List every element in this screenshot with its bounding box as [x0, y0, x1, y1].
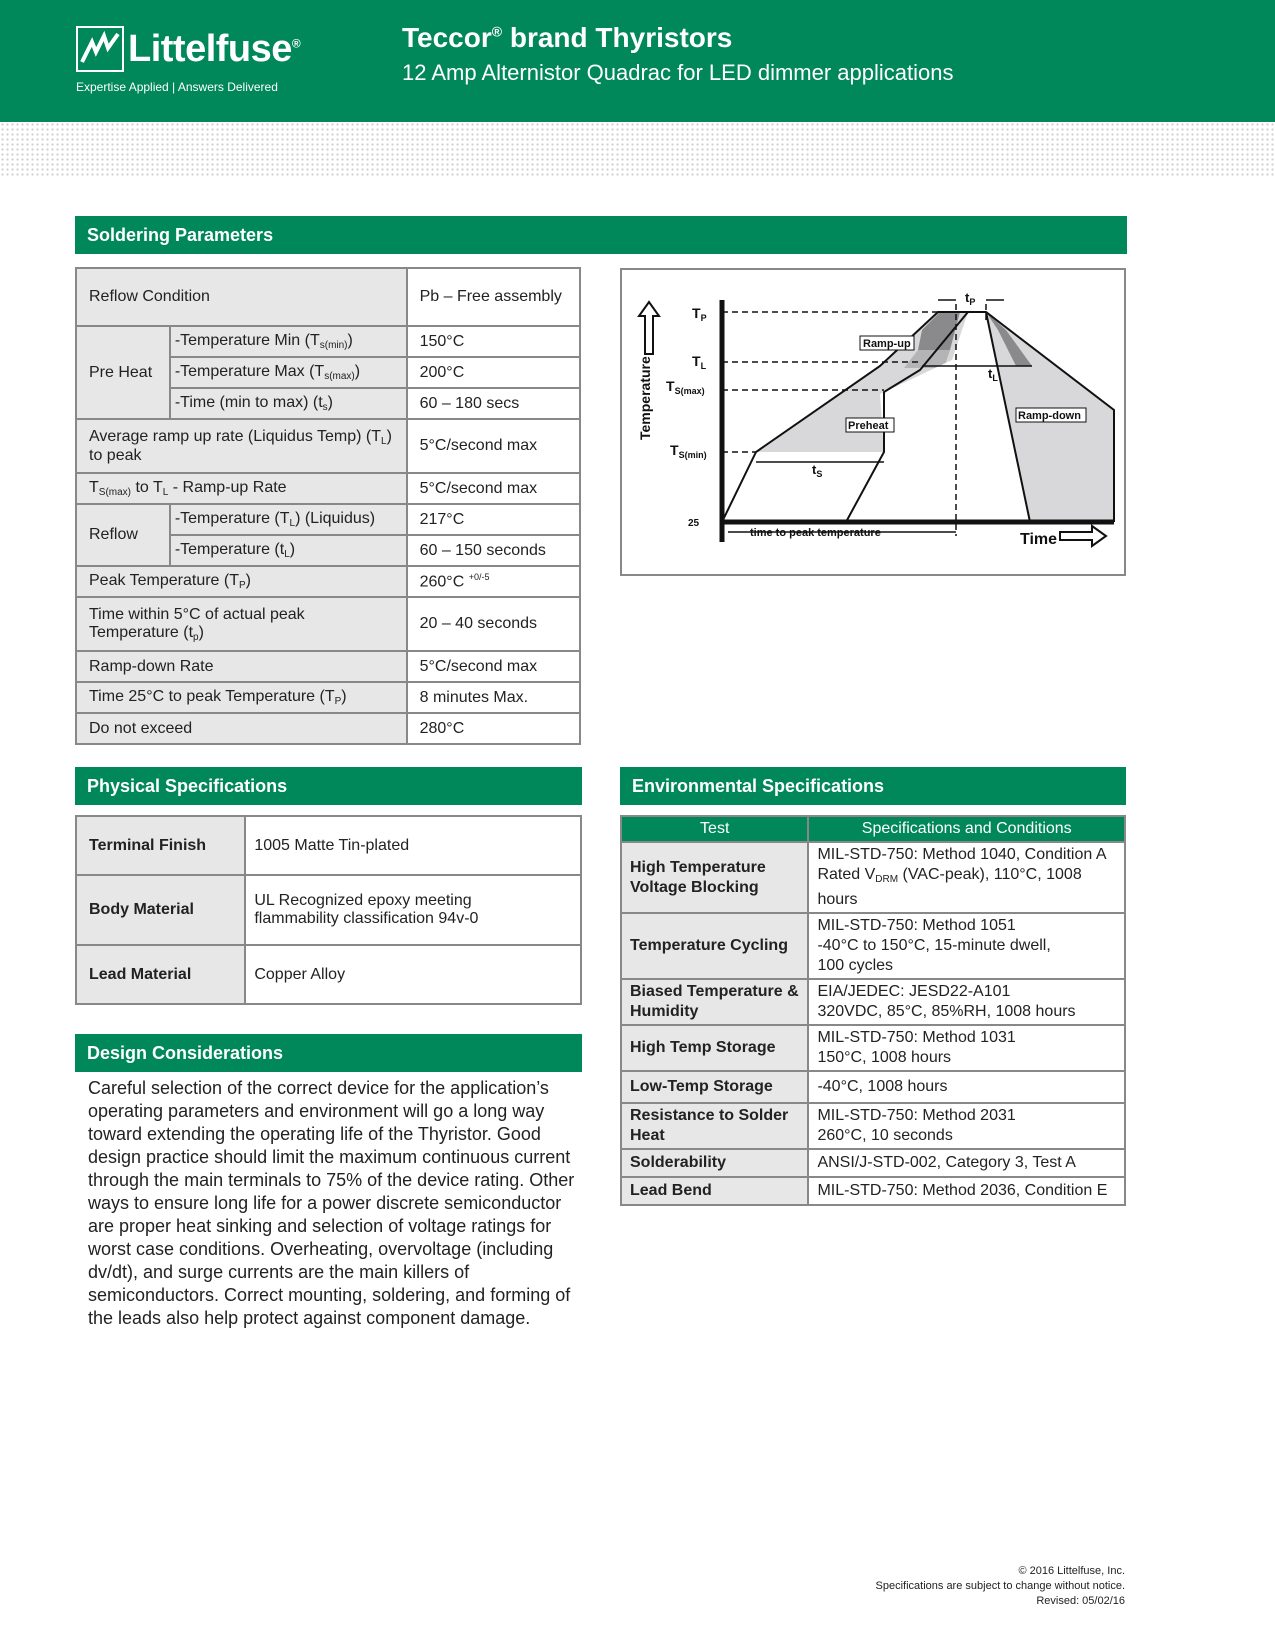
soldering-table — [75, 267, 581, 745]
cell-value: EIA/JEDEC: JESD22-A101 320VDC, 85°C, 85%RH, 1008 hours — [808, 979, 1125, 1025]
cell-label: -Temperature Max $(T_{s(max)})$ — [170, 357, 407, 388]
preheat-label: Preheat — [848, 420, 889, 432]
table-row — [621, 1025, 1125, 1071]
copyright: © 2016 Littelfuse, Inc. — [1018, 1565, 1125, 1577]
notice: Specifications are subject to change without notice. — [875, 1580, 1125, 1592]
cell-value: 260°C $^{+0/-5}$ — [407, 566, 580, 597]
table-row — [76, 473, 580, 504]
table-row — [621, 1177, 1125, 1205]
soldering-heading: Soldering Parameters — [75, 216, 1127, 254]
table-row — [621, 1103, 1125, 1149]
temperature-arrow-icon — [639, 302, 659, 354]
cell-value: MIL-STD-750: Method 2031 260°C, 10 seconds — [808, 1103, 1125, 1149]
cell-value: 217°C — [407, 504, 580, 535]
table-row — [76, 875, 581, 945]
cell-value: MIL-STD-750: Method 2036, Condition E — [808, 1177, 1125, 1205]
table-row — [76, 816, 581, 875]
environmental-table — [620, 815, 1126, 1206]
table-header-row — [621, 816, 1125, 842]
tsmin-label: $T_{S(min)}$ — [670, 442, 707, 460]
cell-value: MIL-STD-750: Method 1040, Condition A Rated $V_{DRM}$ (VAC-peak), 110°C, 1008 hours — [808, 842, 1125, 913]
cell-label: $T_{S(max)}$ to $T_L$ - Ramp-up Rate — [76, 473, 407, 504]
page-footer — [876, 1564, 1125, 1609]
cell-value: 60 – 150 seconds — [407, 535, 580, 566]
table-row — [621, 913, 1125, 979]
design-heading: Design Considerations — [75, 1034, 582, 1072]
column-header-test: Test — [621, 816, 808, 842]
cell-label: Pre Heat — [76, 326, 170, 419]
tp-time-label: $t_P$ — [965, 290, 976, 307]
table-row — [76, 597, 580, 651]
cell-label: Do not exceed — [76, 713, 407, 744]
cell-label: Lead Material — [76, 945, 245, 1004]
cell-label: Biased Temperature & Humidity — [621, 979, 808, 1025]
cell-value: -40°C, 1008 hours — [808, 1071, 1125, 1103]
page-subtitle: 12 Amp Alternistor Quadrac for LED dimmer applications — [402, 60, 954, 85]
cell-value: UL Recognized epoxy meeting flammability classification 94v-0 — [245, 875, 581, 945]
cell-label: Time within 5°C of actual peak Temperature $(t_p)$ — [76, 597, 407, 651]
table-row — [76, 566, 580, 597]
time-arrow-icon — [1060, 526, 1106, 546]
table-row — [621, 842, 1125, 913]
cell-value: 5°C/second max — [407, 419, 580, 473]
table-row — [76, 682, 580, 713]
table-row — [621, 979, 1125, 1025]
t25-label: 25 — [688, 518, 700, 529]
cell-label: Average ramp up rate (Liquidus Temp) $(T_L)$ to peak — [76, 419, 407, 473]
tsmax-label: $T_{S(max)}$ — [666, 378, 705, 396]
ts-time-label: $t_S$ — [812, 462, 823, 479]
table-row — [76, 326, 580, 357]
table-row — [76, 504, 580, 535]
table-row — [76, 945, 581, 1004]
cell-value: MIL-STD-750: Method 1051 -40°C to 150°C, 15-minute dwell, 100 cycles — [808, 913, 1125, 979]
cell-value: 20 – 40 seconds — [407, 597, 580, 651]
cell-value: 1005 Matte Tin-plated — [245, 816, 581, 875]
cell-label: Reflow Condition — [76, 268, 407, 326]
brand-tagline: Expertise Applied | Answers Delivered — [76, 80, 278, 94]
revision-date: Revised: 05/02/16 — [1036, 1595, 1125, 1607]
time-to-peak-label: time to peak temperature — [750, 527, 881, 539]
table-row — [76, 713, 580, 744]
time-axis-label: Time — [1020, 531, 1058, 548]
cell-label: Time 25°C to peak Temperature $(T_P)$ — [76, 682, 407, 713]
cell-label: Ramp-down Rate — [76, 651, 407, 682]
cell-label: -Temperature $(T_L)$ (Liquidus) — [170, 504, 407, 535]
page-title: Teccor® brand Thyristors — [402, 22, 733, 53]
cell-value: 150°C — [407, 326, 580, 357]
cell-label: Resistance to Solder Heat — [621, 1103, 808, 1149]
dot-pattern-band — [0, 122, 1275, 178]
cell-value: 8 minutes Max. — [407, 682, 580, 713]
cell-label: Solderability — [621, 1149, 808, 1177]
table-row — [621, 1149, 1125, 1177]
column-header-spec: Specifications and Conditions — [808, 816, 1125, 842]
brand-name: Littelfuse® — [128, 28, 301, 70]
physical-table — [75, 815, 582, 1005]
design-text: Careful selection of the correct device for the application’s operating parameters and environment will go a long way toward extending the operating life of the Thyristor. Good design practice should limit the maximum continuous current through the main terminals to 75% of the device rating. Other ways to ensure long life for a power discrete semiconductor are proper heat sinking and selection of voltage ratings for worst case conditions. Overheating, overvoltage (including dv/dt), and surge currents are the main killers of semiconductors. Correct mounting, soldering, and forming of the leads also help protect against component damage. — [88, 1078, 575, 1328]
rampdown-label: Ramp-down — [1018, 410, 1081, 422]
cell-label: Peak Temperature $(T_P)$ — [76, 566, 407, 597]
tl-label: $T_L$ — [692, 353, 707, 371]
reflow-profile-diagram — [620, 268, 1126, 576]
cell-label: High Temperature Voltage Blocking — [621, 842, 808, 913]
table-row — [76, 419, 580, 473]
cell-value: 280°C — [407, 713, 580, 744]
table-row — [76, 268, 580, 326]
tp-label: $T_P$ — [692, 305, 707, 323]
page-header — [0, 0, 1275, 122]
cell-label: Body Material — [76, 875, 245, 945]
cell-value: Pb – Free assembly — [407, 268, 580, 326]
cell-label: Reflow — [76, 504, 170, 566]
rampup-label: Ramp-up — [863, 338, 911, 350]
cell-value: 5°C/second max — [407, 473, 580, 504]
cell-label: Temperature Cycling — [621, 913, 808, 979]
littelfuse-logo-icon — [76, 26, 124, 72]
cell-label: Low-Temp Storage — [621, 1071, 808, 1103]
cell-label: High Temp Storage — [621, 1025, 808, 1071]
cell-value: Copper Alloy — [245, 945, 581, 1004]
cell-value: ANSI/J-STD-002, Category 3, Test A — [808, 1149, 1125, 1177]
cell-value: MIL-STD-750: Method 1031 150°C, 1008 hours — [808, 1025, 1125, 1071]
table-row — [621, 1071, 1125, 1103]
cell-value: 200°C — [407, 357, 580, 388]
physical-heading: Physical Specifications — [75, 767, 582, 805]
cell-value: 60 – 180 secs — [407, 388, 580, 419]
tl-time-label: $t_L$ — [988, 366, 998, 383]
cell-label: Terminal Finish — [76, 816, 245, 875]
environmental-heading: Environmental Specifications — [620, 767, 1126, 805]
temperature-axis-label: Temperature — [637, 356, 653, 440]
cell-label: Lead Bend — [621, 1177, 808, 1205]
cell-label: -Time (min to max) $(t_s)$ — [170, 388, 407, 419]
cell-label: -Temperature Min $(T_{s(min)})$ — [170, 326, 407, 357]
cell-label: -Temperature $(t_L)$ — [170, 535, 407, 566]
table-row — [76, 651, 580, 682]
cell-value: 5°C/second max — [407, 651, 580, 682]
